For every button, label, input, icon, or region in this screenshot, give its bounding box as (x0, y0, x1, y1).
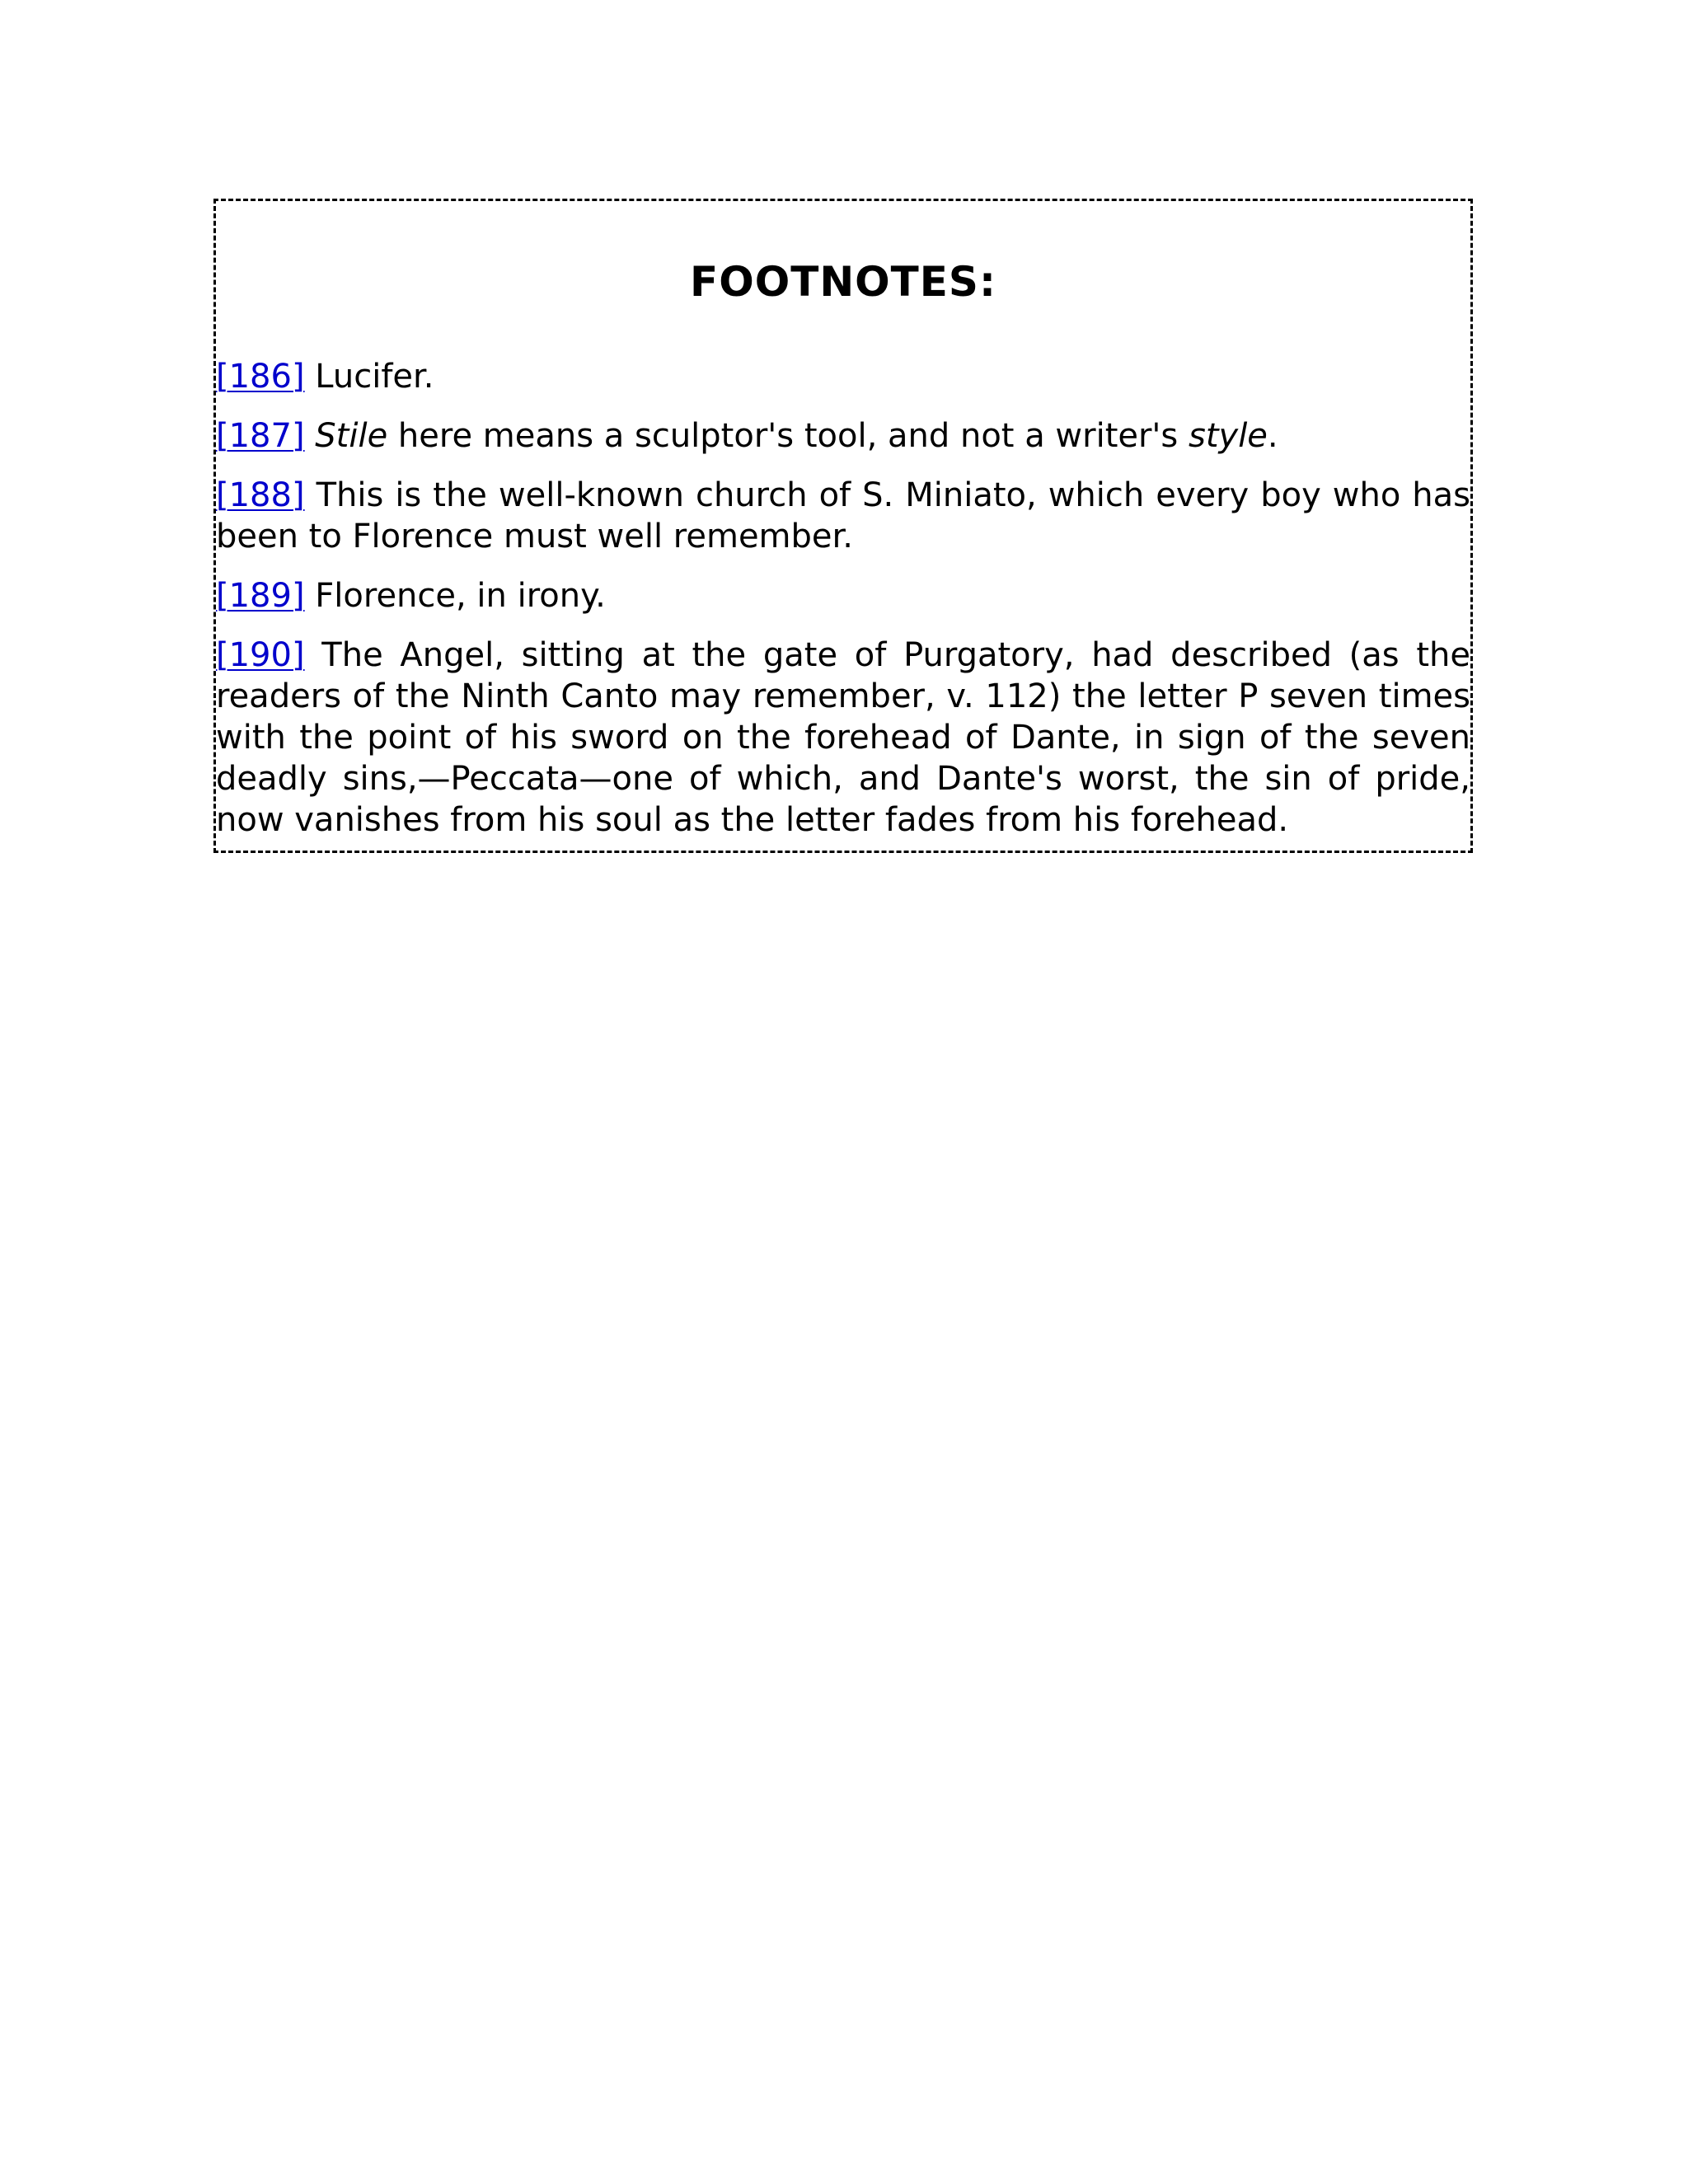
footnote-ref-188[interactable]: [188] (216, 476, 305, 514)
footnote-text-end: . (1267, 417, 1278, 455)
footnote-ref-189[interactable]: [189] (216, 577, 305, 615)
footnote-ref-190[interactable]: [190] (216, 636, 305, 674)
footnotes-section (213, 199, 1473, 853)
footnote-text: Lucifer. (315, 358, 434, 396)
footnote-ref-186[interactable]: [186] (216, 358, 305, 396)
footnote-188 (216, 475, 1470, 557)
footnote-190 (216, 635, 1470, 841)
footnotes-heading: FOOTNOTES: (690, 258, 996, 306)
footnote-text: The Angel, sitting at the gate of Purgatory, had described (as the readers of the Ninth Canto may remember, v. 112) the letter P seven times with the point of his sword on the forehead of Dante, in sign of the seven deadly sins,—Peccata—one of which, and Dante's worst, the sin of pride, now vanishes from his soul as the letter fades from his forehead. (216, 636, 1471, 839)
footnote-text: Florence, in irony. (315, 577, 606, 615)
footnote-italic-term: style (1189, 417, 1268, 455)
footnote-ref-187[interactable]: [187] (216, 417, 305, 455)
footnote-186 (216, 356, 1470, 397)
footnote-text: here means a sculptor's tool, and not a writer's (397, 417, 1179, 455)
footnote-text: This is the well-known church of S. Miniato, which every boy who has been to Florence must well remember. (216, 476, 1471, 555)
footnote-187 (216, 415, 1470, 457)
footnote-italic-term: Stile (315, 417, 388, 455)
footnote-189 (216, 575, 1470, 616)
